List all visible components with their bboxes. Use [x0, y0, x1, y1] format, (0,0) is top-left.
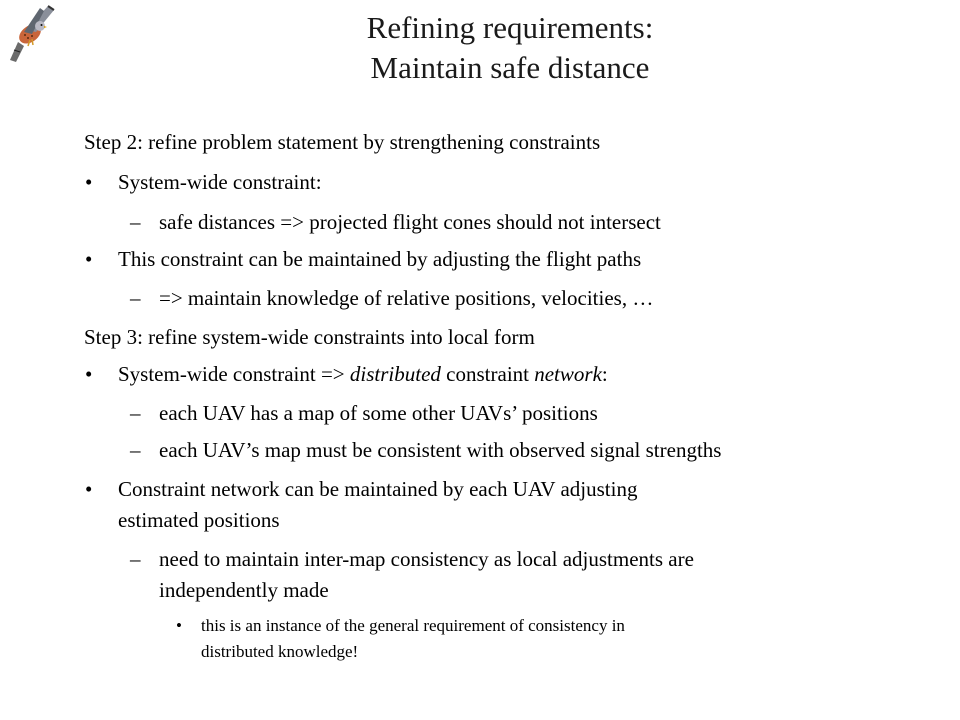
sub-sub-bullet-consistency-line-2: distributed knowledge!	[201, 642, 359, 661]
step-2-heading: Step 2: refine problem statement by strengthening constraints	[84, 130, 601, 154]
dash-marker: –	[130, 547, 141, 571]
bullet-constraint-network-line-2: estimated positions	[118, 508, 280, 532]
sub-bullet-map-consistency: each UAV’s map must be consistent with observed signal strengths	[159, 438, 722, 462]
italic-distributed: distributed	[349, 362, 441, 386]
title-line-1: Refining requirements:	[366, 10, 654, 45]
sub-sub-bullet-consistency-line-1: this is an instance of the general requirement of consistency in	[201, 616, 625, 635]
dash-marker: –	[130, 438, 141, 462]
dash-marker: –	[130, 286, 141, 310]
dash-marker: –	[130, 401, 141, 425]
text-run: System-wide constraint =>	[118, 362, 350, 386]
bullet-system-wide-constraint: System-wide constraint:	[118, 170, 322, 194]
sub-bullet-uav-map: each UAV has a map of some other UAVs’ positions	[159, 401, 598, 425]
dash-marker: –	[130, 210, 141, 234]
bullet-marker: •	[85, 477, 93, 501]
bullet-marker: •	[85, 170, 93, 194]
text-run: :	[601, 362, 608, 386]
bullet-distributed-constraint-network	[118, 361, 608, 387]
sub-bullet-maintain-knowledge: => maintain knowledge of relative positions, velocities, …	[159, 286, 654, 310]
step-3-heading: Step 3: refine system-wide constraints into local form	[84, 325, 535, 349]
sub-bullet-inter-map-line-1: need to maintain inter-map consistency as local adjustments are	[159, 547, 694, 571]
sub-bullet-safe-distances: safe distances => projected flight cones should not intersect	[159, 210, 661, 234]
title-line-2: Maintain safe distance	[370, 50, 650, 85]
bullet-constraint-network-line-1: Constraint network can be maintained by each UAV adjusting	[118, 477, 638, 501]
bullet-marker: •	[85, 247, 93, 271]
small-bullet-marker: •	[176, 616, 182, 635]
bullet-adjust-flight-paths: This constraint can be maintained by adjusting the flight paths	[118, 247, 642, 271]
bullet-marker: •	[85, 362, 93, 386]
sub-bullet-inter-map-line-2: independently made	[159, 578, 329, 602]
text-run: constraint	[440, 362, 535, 386]
italic-network: network	[534, 362, 602, 386]
